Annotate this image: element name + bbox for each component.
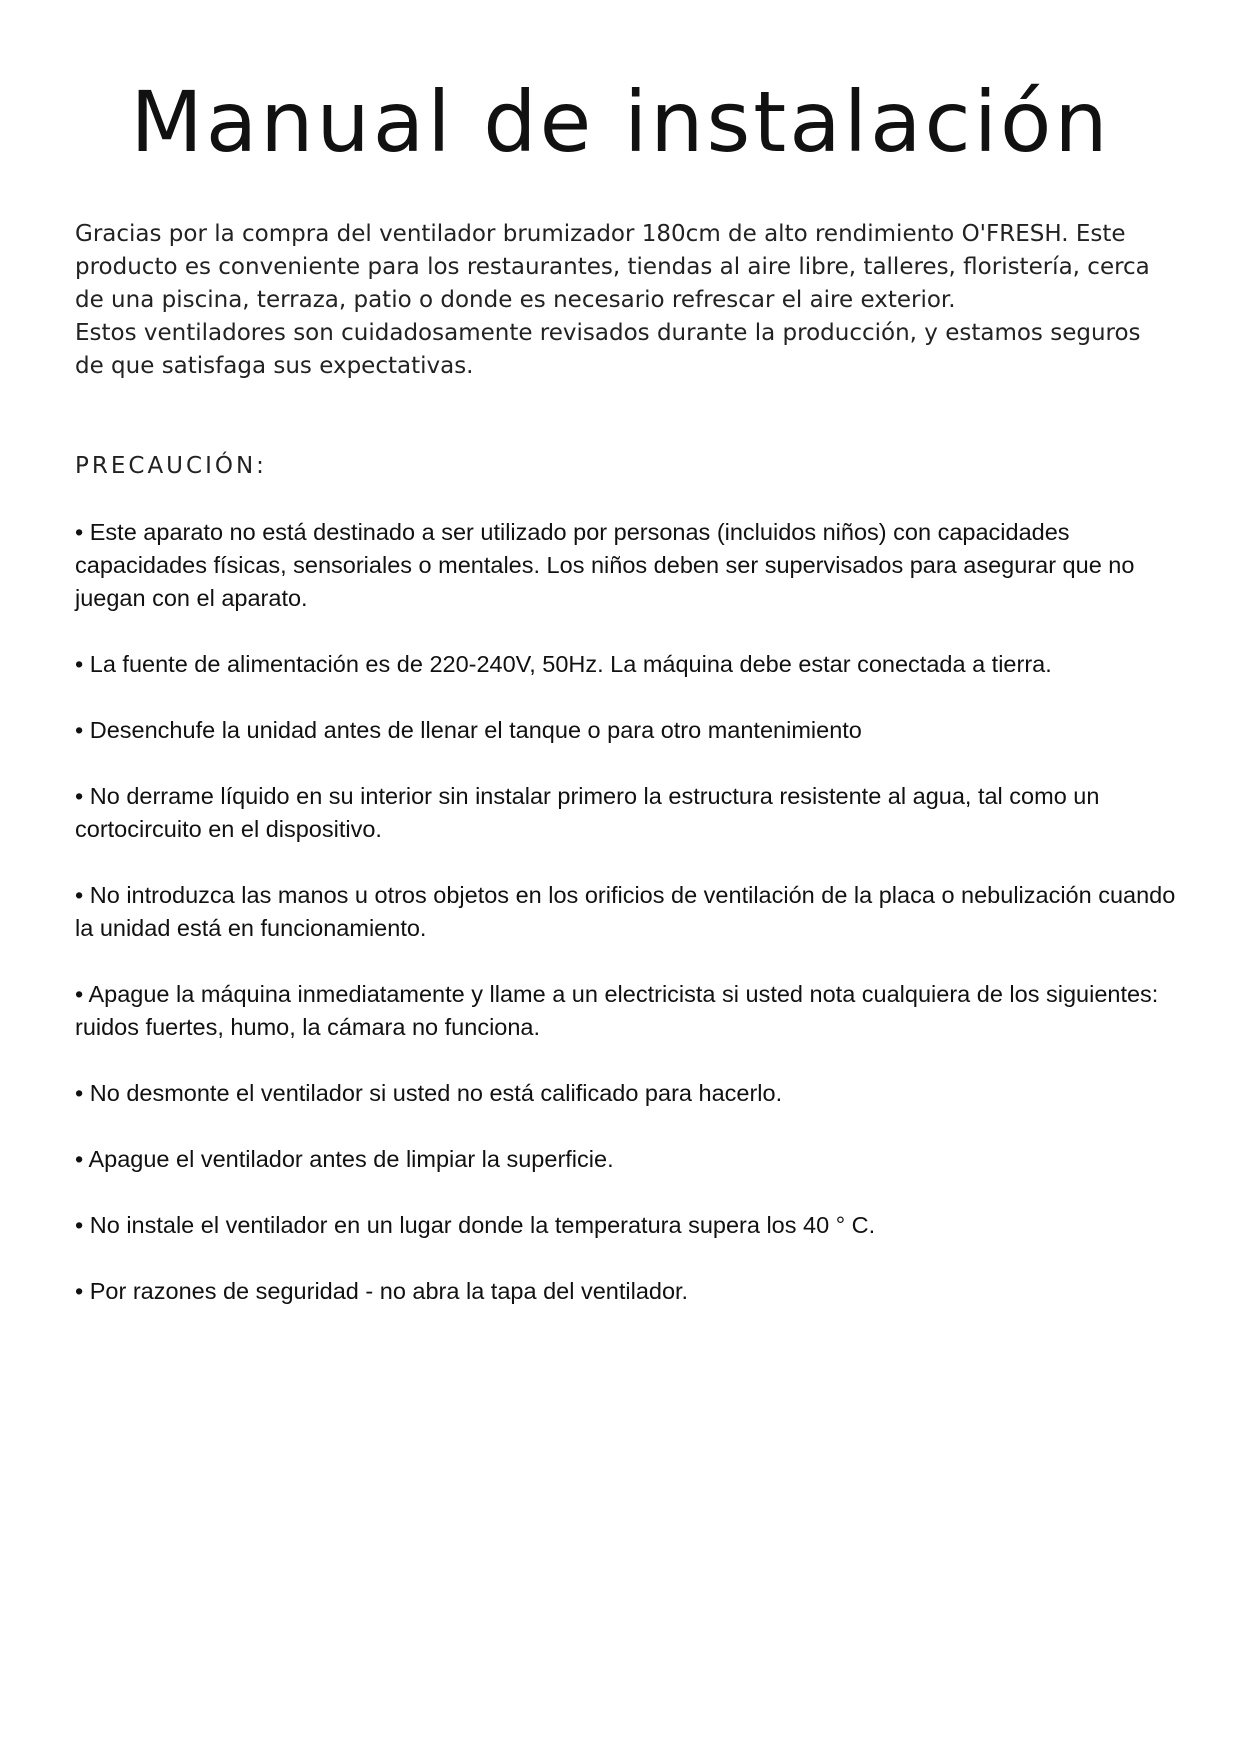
precaution-item: • La fuente de alimentación es de 220-240V, 50Hz. La máquina debe estar conectada a tierra. — [75, 651, 1052, 677]
precaution-item: • No desmonte el ventilador si usted no está calificado para hacerlo. — [75, 1080, 783, 1106]
precaution-item: • Este aparato no está destinado a ser utilizado por personas (incluidos niños) con capacidades capacidades físicas, sensoriales o mentales. Los niños deben ser supervisados para asegurar que no juegan con el aparato. — [75, 519, 1135, 611]
document-title: Manual de instalación — [130, 73, 1111, 171]
intro-section — [75, 218, 1175, 383]
precaution-item: • Apague la máquina inmediatamente y llame a un electricista si usted nota cualquiera de los siguientes: ruidos fuertes, humo, la cámara no funciona. — [75, 981, 1159, 1040]
precaution-item: • Por razones de seguridad - no abra la tapa del ventilador. — [75, 1278, 689, 1304]
precaution-heading: PRECAUCIÓN: — [75, 453, 267, 479]
precaution-item: • No introduzca las manos u otros objetos en los orificios de ventilación de la placa o nebulización cuando la unidad está en funcionamiento. — [75, 882, 1176, 941]
precaution-item: • Desenchufe la unidad antes de llenar el tanque o para otro mantenimiento — [75, 717, 862, 743]
precaution-item: • No instale el ventilador en un lugar donde la temperatura supera los 40 ° C. — [75, 1212, 876, 1238]
precaution-list — [75, 516, 1185, 1341]
intro-paragraph: Gracias por la compra del ventilador brumizador 180cm de alto rendimiento O'FRESH. Este producto es conveniente para los restaurantes, tiendas al aire libre, talleres, floristería, cerca de una piscina, terraza, patio o donde es necesario refrescar el aire exterior. — [75, 221, 1150, 313]
precaution-item: • No derrame líquido en su interior sin instalar primero la estructura resistente al agua, tal como un cortocircuito en el dispositivo. — [75, 783, 1100, 842]
precaution-item: • Apague el ventilador antes de limpiar la superficie. — [75, 1146, 614, 1172]
intro-paragraph: Estos ventiladores son cuidadosamente revisados durante la producción, y estamos seguros de que satisfaga sus expectativas. — [75, 320, 1141, 379]
